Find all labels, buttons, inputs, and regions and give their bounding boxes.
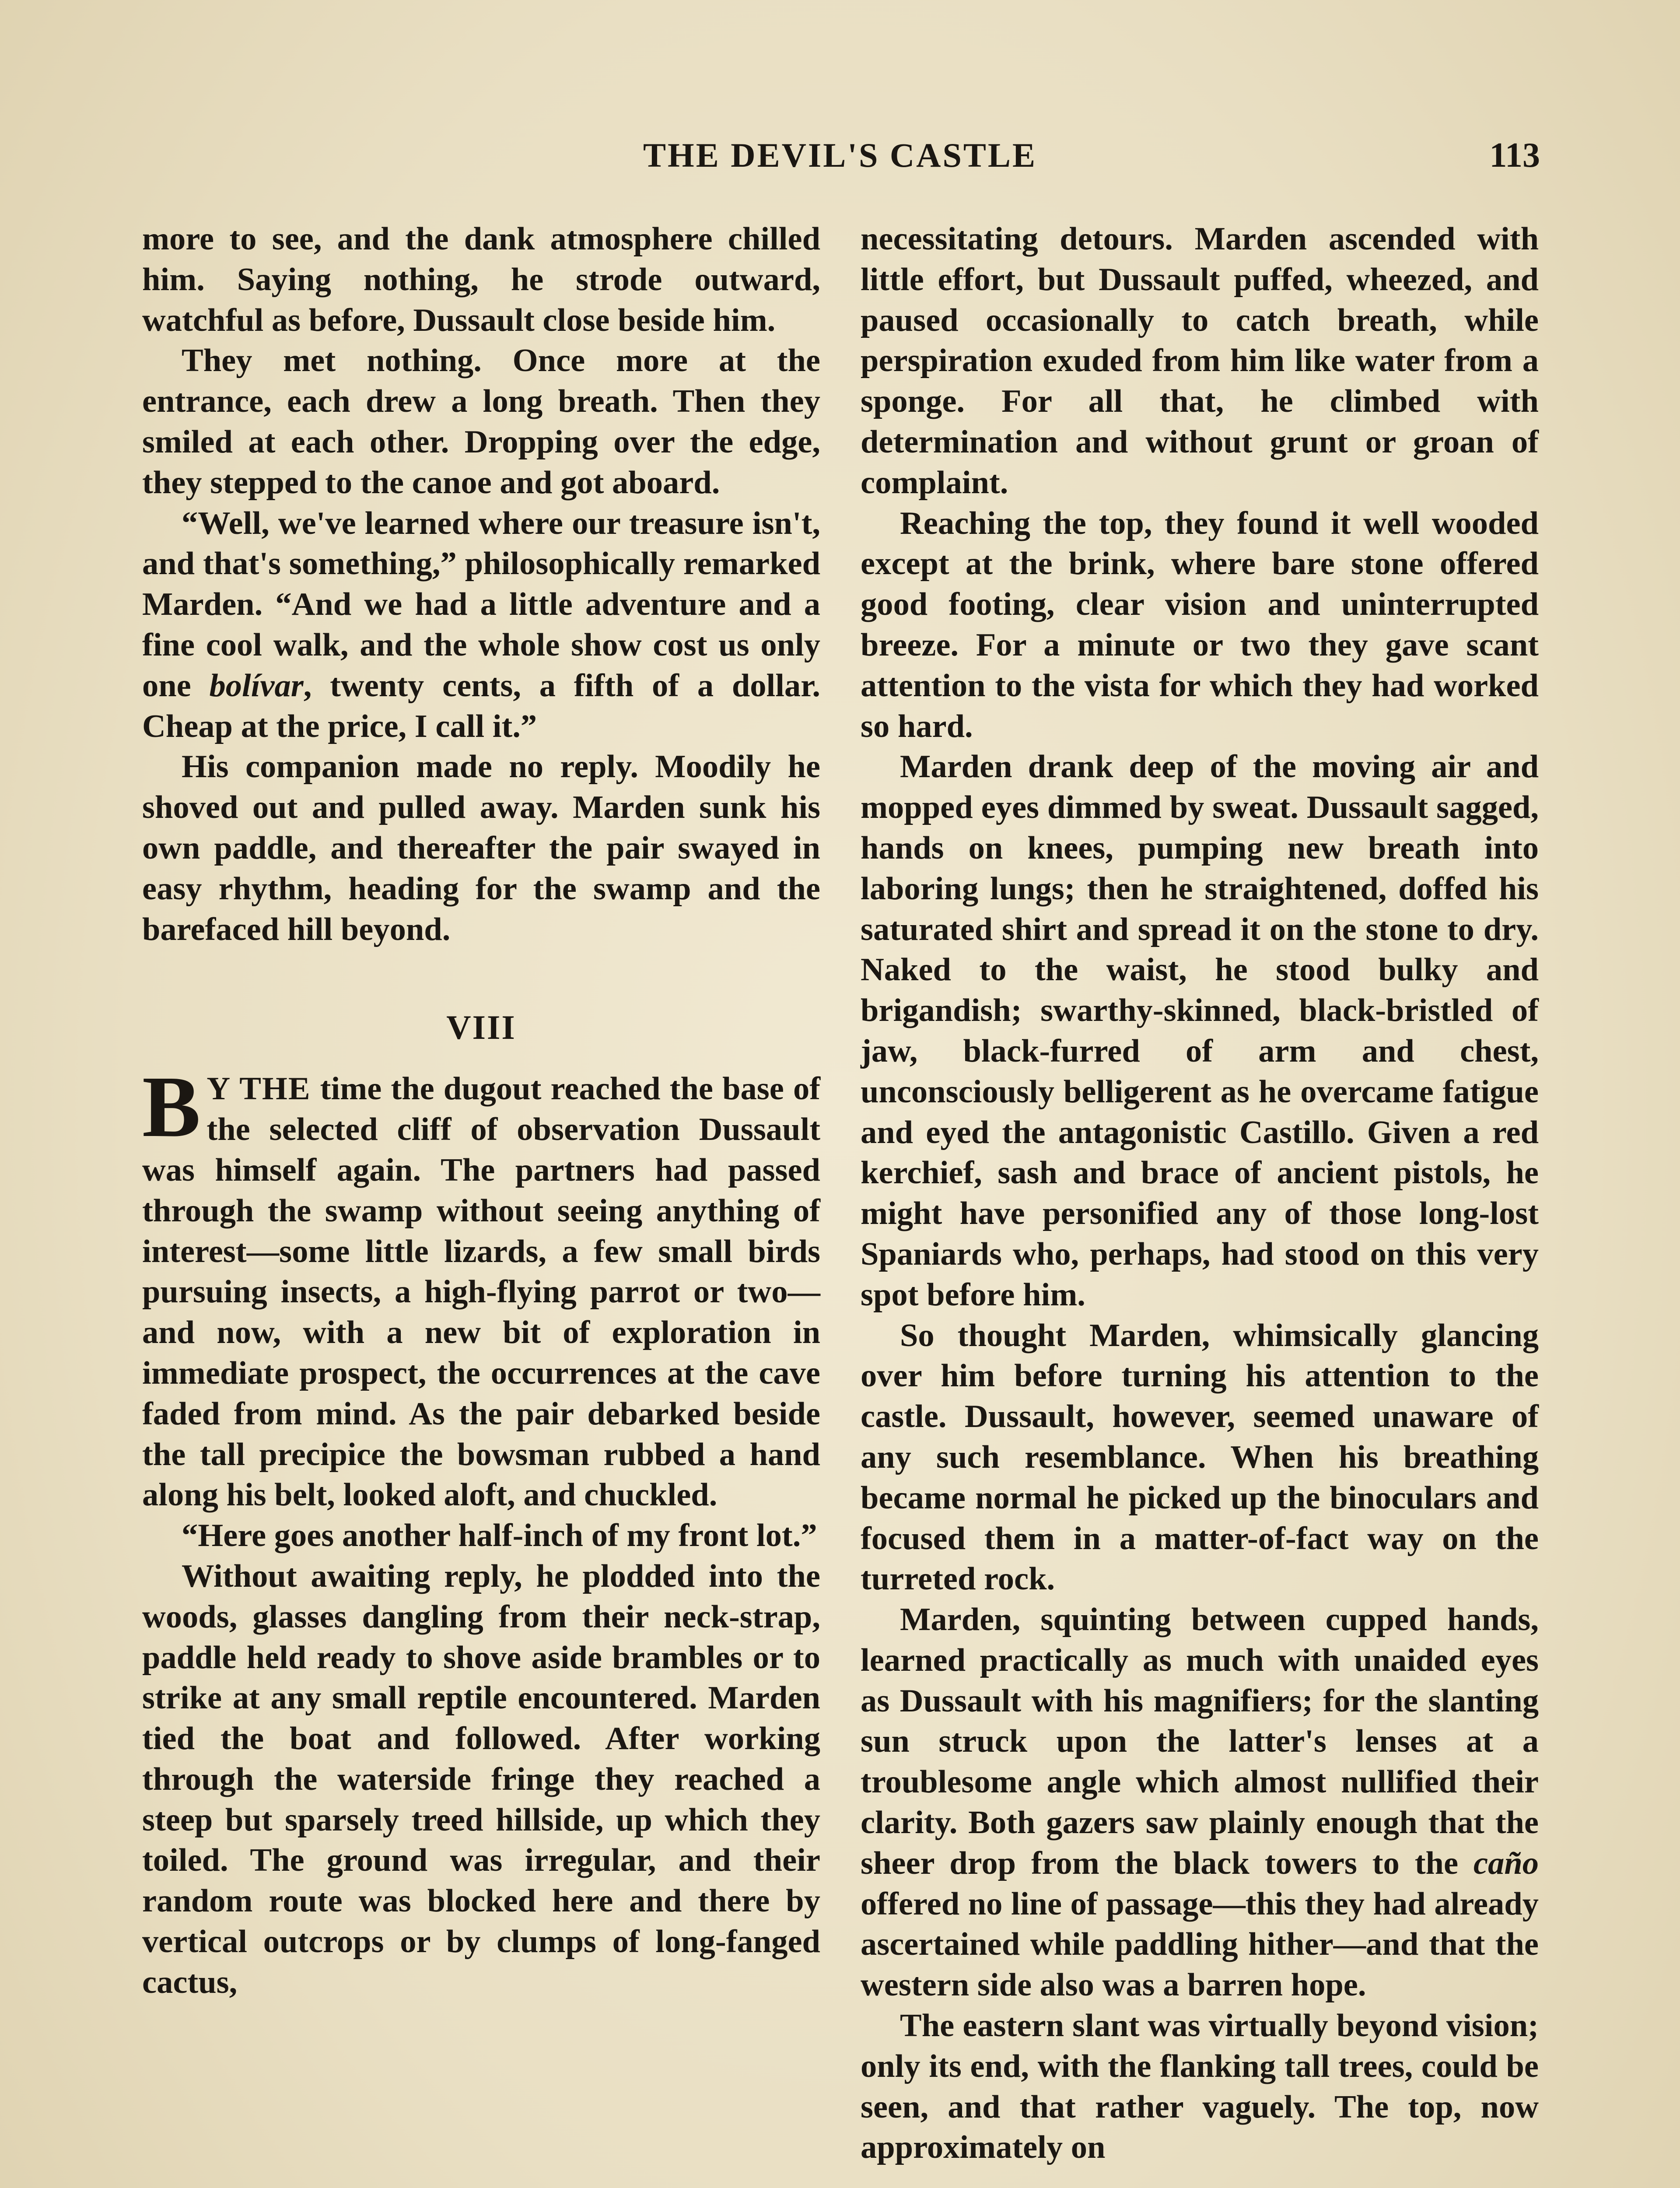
left-column	[142, 219, 820, 2003]
paragraph: The eastern slant was virtually beyond vision; only its end, with the flanking tall trees, could be seen, and that rather vaguely. The top, now approximately on	[861, 2008, 1539, 2166]
paragraph: So thought Marden, whimsically glancing over him before turning his attention to the castle. Dussault, however, seemed unaware of any such resemblance. When his breathing became normal he picked up the binoculars and focused them in a matter-of-fact way on the turreted rock.	[861, 1317, 1539, 1597]
paragraph: They met nothing. Once more at the entrance, each drew a long breath. Then they smiled at each other. Dropping over the edge, they stepped to the canoe and got aboard.	[142, 343, 820, 501]
chapter-opening-paragraph	[142, 1059, 820, 1515]
paragraph: necessitating detours. Marden ascended with little effort, but Dussault puffed, wheezed, and paused occasionally to catch breath, while perspiration exuded from him like water from a sponge. For all that, he climbed with determination and without grunt or groan of complaint.	[861, 221, 1539, 501]
paragraph: “Here goes another half-inch of my front lot.”	[182, 1518, 817, 1554]
paragraph: Without awaiting reply, he plodded into the woods, glasses dangling from their neck-strap, paddle held ready to shove aside brambles or to strike at any small reptile encountered. Marden tied the boat and followed. After working through the waterside fringe they reached a steep but sparsely treed hillside, up which they toiled. The ground was irregular, and their random route was blocked here and there by vertical outcrops or by clumps of long-fanged cactus,	[142, 1558, 820, 2000]
chapter-heading: VIII	[446, 1008, 516, 1047]
italic-word: bolívar	[209, 667, 304, 704]
italic-word: caño	[1474, 1845, 1539, 1881]
opening-caps: Y THE	[206, 1071, 311, 1107]
paragraph: His companion made no reply. Moodily he shoved out and pulled away. Marden sunk his own paddle, and thereafter the pair swayed in easy rhythm, heading for the swamp and the barefaced hill beyond.	[142, 749, 820, 947]
paragraph	[142, 503, 820, 747]
running-head	[0, 131, 1680, 179]
paragraph-text: Marden, squinting between cupped hands, learned practically as much with unaided eyes as Dussault with his magnifiers; for the slanting sun struck upon the latter's lenses at a troublesome angle which almost nullified their clarity. Both gazers saw plainly enough that the sheer drop from the black towers to the	[861, 1602, 1539, 1881]
drop-cap: B	[142, 1059, 201, 1156]
paragraph	[861, 1599, 1539, 2006]
paragraph-text: , twenty cents, a fifth of a dollar. Cheap at the price, I call it.”	[142, 667, 821, 744]
paragraph: more to see, and the dank atmosphere chilled him. Saying nothing, he strode outward, watchful as before, Dussault close beside him.	[142, 221, 820, 338]
paragraph: Reaching the top, they found it well wooded except at the brink, where bare stone offered good footing, clear vision and uninterrupted breeze. For a minute or two they gave scant attention to the vista for which they had worked so hard.	[861, 505, 1539, 744]
right-column	[861, 219, 1539, 2168]
paragraph-text: offered no line of passage—this they had already ascertained while paddling hither—and that the western side also was a barren hope.	[861, 1886, 1539, 2003]
paragraph-text: “Well, we've learned where our treasure isn't, and that's something,” philosophically remarked Marden. “And we had a little adventure and a fine cool walk, and the whole show cost us only one	[142, 505, 820, 704]
page-number: 113	[1489, 136, 1540, 175]
running-title: THE DEVIL'S CASTLE	[643, 136, 1037, 174]
paragraph-text: time the dugout reached the base of the selected cliff of observation Dussault was himself again. The partners had passed through the swamp without seeing anything of interest—some little lizards, a few small birds pursuing insects, a high-flying parrot or two—and now, with a new bit of exploration in immediate prospect, the occurrences at the cave faded from mind. As the pair debarked beside the tall precipice the bowsman rubbed a hand along his belt, looked aloft, and chuckled.	[142, 1071, 820, 1513]
paragraph: Marden drank deep of the moving air and mopped eyes dimmed by sweat. Dussault sagged, hands on knees, pumping new breath into laboring lungs; then he straightened, doffed his saturated shirt and spread it on the stone to dry. Naked to the waist, he stood bulky and brigandish; swarthy-skinned, black-bristled of jaw, black-furred of arm and chest, unconsciously belligerent as he overcame fatigue and eyed the antagonistic Castillo. Given a red kerchief, sash and brace of ancient pistols, he might have personified any of those long-lost Spaniards who, perhaps, had stood on this very spot before him.	[861, 749, 1539, 1313]
